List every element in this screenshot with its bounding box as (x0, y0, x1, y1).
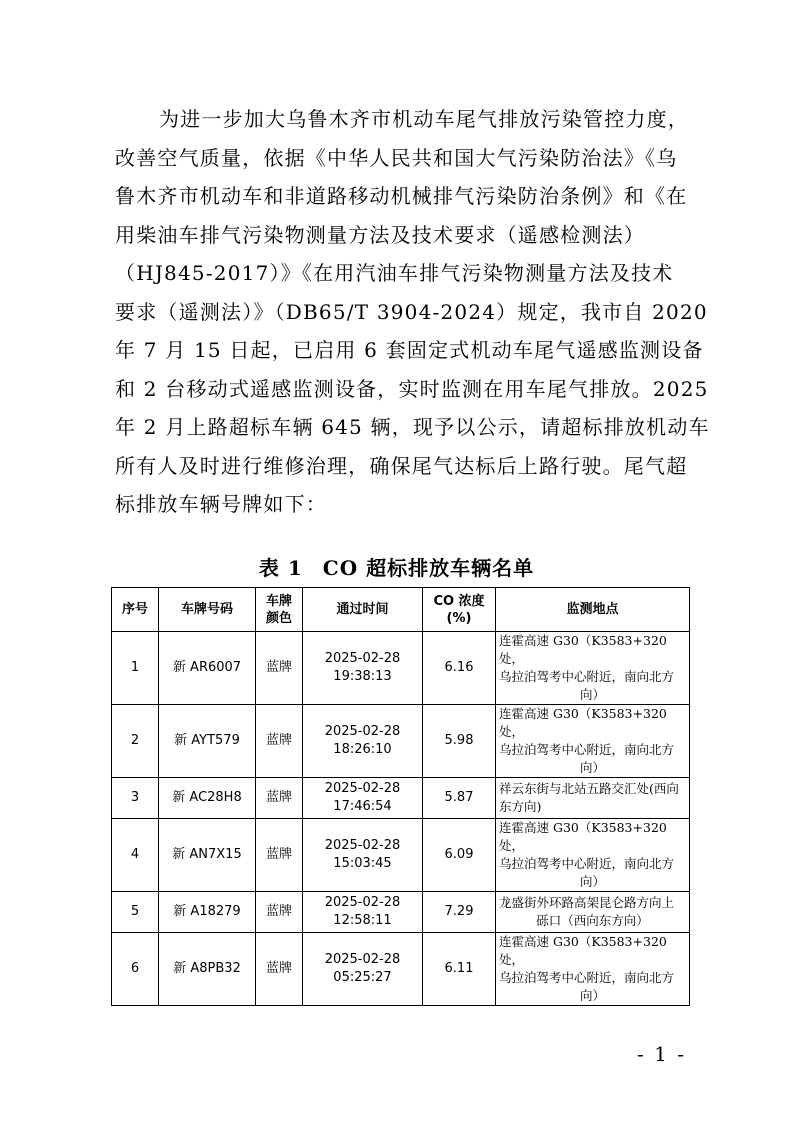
cell-plate-color: 蓝牌 (256, 705, 303, 778)
cell-clock: 12:58:11 (333, 913, 392, 928)
cell-plate: 新 A18279 (159, 892, 256, 933)
cell-time (303, 778, 423, 819)
cell-seq: 1 (112, 632, 159, 705)
cell-location (496, 819, 690, 892)
cell-seq: 5 (112, 892, 159, 933)
cell-clock: 17:46:54 (333, 799, 392, 814)
cell-location-line: 连霍高速 G30（K3583+320 处， (499, 633, 667, 666)
cell-location-line: 乌拉泊驾考中心附近，南向北方 (499, 742, 675, 757)
paragraph-line: 鲁木齐市机动车和非道路移动机械排气污染防治条例》和《在 (115, 184, 688, 208)
paragraph-line: 标排放车辆号牌如下： (115, 492, 327, 516)
cell-clock: 18:26:10 (333, 742, 392, 757)
cell-plate: 新 AYT579 (159, 705, 256, 778)
paragraph-line: 用柴油车排气污染物测量方法及技术要求（遥感检测法） (115, 222, 645, 247)
cell-location-line: 向） (579, 687, 605, 702)
cell-co: 6.11 (423, 933, 496, 1006)
paragraph-line: 和 2 台移动式遥感监测设备，实时监测在用车尾气排放。2025 (115, 376, 709, 401)
cell-date: 2025-02-28 (324, 724, 401, 739)
header-seq: 序号 (112, 588, 159, 632)
cell-plate-color: 蓝牌 (256, 819, 303, 892)
cell-location-line: 东方向) (499, 799, 542, 814)
cell-co: 6.09 (423, 819, 496, 892)
table-caption (0, 552, 793, 581)
paragraph-line: 改善空气质量，依据《中华人民共和国大气污染防治法》《乌 (115, 145, 678, 170)
paragraph-line: 要求（遥测法）》（DB65/T 3904-2024）规定，我市自 2020 (115, 299, 708, 324)
header-plate-color (256, 588, 303, 632)
cell-plate-color: 蓝牌 (256, 933, 303, 1006)
cell-location (496, 632, 690, 705)
cell-co: 6.16 (423, 632, 496, 705)
cell-time (303, 705, 423, 778)
cell-location-line: 连霍高速 G30（K3583+320 处， (499, 706, 667, 739)
header-plate: 车牌号码 (159, 588, 256, 632)
cell-plate: 新 AC28H8 (159, 778, 256, 819)
paragraph-line: 年 7 月 15 日起，已启用 6 套固定式机动车尾气遥感监测设备 (115, 338, 704, 362)
header-location: 监测地点 (496, 588, 690, 632)
cell-location-line: 向） (579, 760, 605, 775)
cell-date: 2025-02-28 (324, 895, 401, 910)
cell-seq: 2 (112, 705, 159, 778)
cell-location-line: 向） (579, 988, 605, 1003)
header-co-line2: (%) (446, 610, 472, 626)
cell-seq: 4 (112, 819, 159, 892)
table-row (112, 778, 690, 819)
cell-plate: 新 AN7X15 (159, 819, 256, 892)
header-co-line1: CO 浓度 (433, 593, 485, 609)
cell-date: 2025-02-28 (324, 781, 401, 796)
co-exceeding-vehicles-table (111, 587, 690, 1006)
cell-co: 5.98 (423, 705, 496, 778)
cell-clock: 15:03:45 (333, 856, 392, 871)
cell-location-line: 砾口（西向东方向） (536, 913, 649, 928)
cell-time (303, 632, 423, 705)
cell-seq: 6 (112, 933, 159, 1006)
table-row (112, 933, 690, 1006)
cell-co: 5.87 (423, 778, 496, 819)
cell-location (496, 778, 690, 819)
cell-clock: 19:38:13 (333, 669, 392, 684)
cell-location-line: 乌拉泊驾考中心附近，南向北方 (499, 669, 675, 684)
cell-location-line: 龙盛街外环路高架昆仑路方向上 (499, 895, 675, 910)
header-time: 通过时间 (303, 588, 423, 632)
table-row (112, 819, 690, 892)
cell-time (303, 819, 423, 892)
cell-location (496, 933, 690, 1006)
table-row (112, 892, 690, 933)
cell-location-line: 乌拉泊驾考中心附近，南向北方 (499, 856, 675, 871)
cell-plate: 新 AR6007 (159, 632, 256, 705)
cell-clock: 05:25:27 (333, 970, 392, 985)
table-header-row (112, 588, 690, 632)
paragraph-line: （HJ845-2017）》《在用汽油车排气污染物测量方法及技术 (115, 261, 674, 285)
table-row (112, 705, 690, 778)
table-caption-title: CO 超标排放车辆名单 (322, 556, 535, 580)
notice-paragraph (115, 100, 710, 524)
cell-plate-color: 蓝牌 (256, 892, 303, 933)
header-co (423, 588, 496, 632)
cell-location-line: 向） (579, 874, 605, 889)
header-plate-color-line2: 颜色 (265, 610, 292, 626)
paragraph-line: 年 2 月上路超标车辆 645 辆，现予以公示，请超标排放机动车 (115, 415, 710, 439)
paragraph-line: 所有人及时进行维修治理，确保尾气达标后上路行驶。尾气超 (115, 453, 688, 478)
cell-seq: 3 (112, 778, 159, 819)
cell-co: 7.29 (423, 892, 496, 933)
cell-plate-color: 蓝牌 (256, 632, 303, 705)
cell-plate: 新 A8PB32 (159, 933, 256, 1006)
cell-date: 2025-02-28 (324, 651, 401, 666)
cell-location-line: 连霍高速 G30（K3583+320 处， (499, 820, 667, 853)
cell-location (496, 892, 690, 933)
table-caption-number: 表 1 (258, 556, 303, 580)
cell-time (303, 933, 423, 1006)
paragraph-line: 为进一步加大乌鲁木齐市机动车尾气排放污染管控力度， (159, 107, 689, 131)
page-number: - 1 - (637, 1042, 686, 1066)
table-row (112, 632, 690, 705)
header-plate-color-line1: 车牌 (265, 593, 292, 609)
cell-time (303, 892, 423, 933)
cell-date: 2025-02-28 (324, 838, 401, 853)
cell-date: 2025-02-28 (324, 952, 401, 967)
cell-location-line: 祥云东街与北站五路交汇处(西向 (499, 781, 679, 796)
cell-plate-color: 蓝牌 (256, 778, 303, 819)
cell-location-line: 乌拉泊驾考中心附近，南向北方 (499, 970, 675, 985)
cell-location (496, 705, 690, 778)
cell-location-line: 连霍高速 G30（K3583+320 处， (499, 934, 667, 967)
